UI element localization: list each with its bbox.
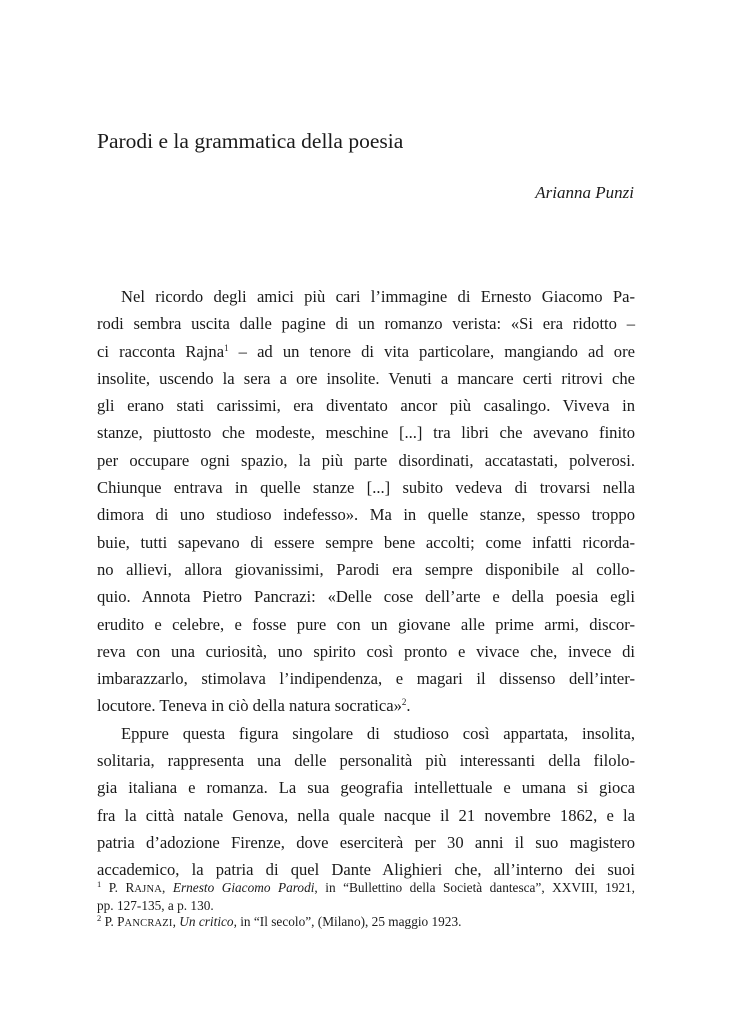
footnote-separator: ,: [162, 880, 173, 895]
body-line: insolite, uscendo la sera a ore insolite. Venuti a mancare certi ritrovi che: [97, 368, 635, 388]
body-line: quio. Annota Pietro Pancrazi: «Delle cose dell’arte e della poesia egli: [97, 587, 635, 607]
body-text: – ad un tenore di vita particolare, mangiando ad ore: [238, 341, 635, 361]
article-body: [97, 283, 635, 884]
footnote-author-initial: P. R: [108, 880, 135, 895]
body-line: solitaria, rappresenta una delle personalità più interessanti della filolo-: [97, 751, 635, 771]
footnote-author-surname: ANCRAZI: [124, 918, 173, 929]
footnote-text: , in “Bullettino della Società dantesca”, XXVIII, 1921,: [314, 880, 635, 895]
body-line: accademico, la patria di quel Dante Alighieri che, all’interno dei suoi: [97, 860, 635, 880]
footnotes: [97, 880, 635, 932]
body-line: reva con una curiosità, uno spirito così pronto e vivace che, invece di: [97, 641, 635, 661]
footnote-author-surname: AJNA: [134, 884, 163, 895]
body-line: no allievi, allora giovanissimi, Parodi era sempre disponibile al collo-: [97, 559, 635, 579]
body-line: gia italiana e romanza. La sua geografia intellettuale e umana si gioca: [97, 778, 635, 798]
footnote-2: [97, 914, 635, 932]
footnote-text: , in “Il secolo”, (Milano), 25 maggio 1923.: [233, 914, 462, 929]
footnote-1-cont: pp. 127-135, a p. 130.: [97, 898, 214, 913]
body-line: rodi sembra uscita dalle pagine di un romanzo verista: «Si era ridotto –: [97, 314, 635, 334]
body-line: Chiunque entrava in quelle stanze [...] subito vedeva di trovarsi nella: [97, 478, 635, 498]
body-line: Nel ricordo degli amici più cari l’immagine di Ernesto Giacomo Pa-: [121, 287, 635, 306]
article-author: Arianna Punzi: [535, 183, 634, 202]
body-line: buie, tutti sapevano di essere sempre bene accolti; come infatti ricorda-: [97, 532, 635, 552]
body-line: dimora di uno studioso indefesso». Ma in quelle stanze, spesso troppo: [97, 505, 635, 525]
footnote-author-initial: P. P: [104, 914, 125, 929]
article-title: Parodi e la grammatica della poesia: [97, 129, 404, 153]
body-line: Eppure questa figura singolare di studioso così appartata, insolita,: [121, 723, 635, 743]
body-line: fra la città natale Genova, nella quale nacque il 21 novembre 1862, e la: [97, 805, 635, 825]
footnote-number: 1: [97, 879, 102, 889]
body-text: locutore. Teneva in ciò della natura socratica»: [97, 696, 402, 716]
body-line: stanze, piuttosto che modeste, meschine [...] tra libri che avevano finito: [97, 423, 635, 443]
footnote-work-title: Un critico: [179, 914, 234, 929]
body-line: per occupare ogni spazio, la più parte disordinati, accatastati, polverosi.: [97, 450, 635, 470]
body-line: gli erano stati carissimi, era diventato ancor più casalingo. Viveva in: [97, 396, 635, 416]
footnote-separator: ,: [172, 914, 180, 929]
body-line: [97, 692, 635, 719]
body-line: imbarazzarlo, stimolava l’indipendenza, e magari il dissenso dell’inter-: [97, 669, 635, 689]
body-line: erudito e celebre, e fosse pure con un giovane alle prime armi, discor-: [97, 614, 635, 634]
body-line: patria d’adozione Firenze, dove eserciterà per 30 anni il suo magistero: [97, 832, 635, 852]
footnote-number: 2: [97, 913, 102, 923]
body-line: [97, 338, 635, 365]
body-text: .: [406, 696, 411, 716]
footnote-work-title: Ernesto Giacomo Parodi: [172, 880, 315, 895]
body-text: ci racconta Rajna: [97, 341, 225, 361]
footnote-ref-1[interactable]: 1: [224, 342, 229, 353]
footnote-1: [97, 880, 635, 898]
footnote-ref-2[interactable]: 2: [401, 697, 407, 708]
